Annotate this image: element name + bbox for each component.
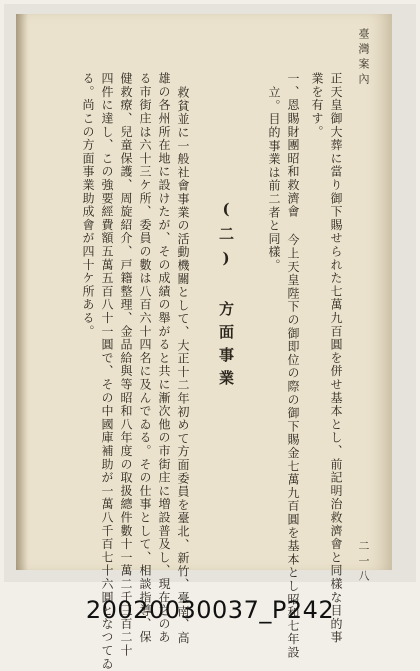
text-column-8: 健救療、兒童保護、周旋紹介、戸籍整理、金品給與等昭和八年度の取扱總件數十一萬二千三百二十: [119, 72, 133, 658]
section-heading: (二) 方面事業: [217, 200, 235, 393]
text-column-10: る。尚この方面事業助成會が四十ケ所ある。: [81, 72, 95, 338]
text-column-7: る市街庄は六十三ケ所、委員の數は八百六十四名に及んでゐる。その仕事として、相談指導、保: [138, 72, 152, 644]
text-column-1: 正天皇御大葬に當り御下賜せられた七萬九百圓を併せ基本とし、前記明治救濟會と同樣な目的事: [329, 72, 343, 644]
text-column-5: 救貧並に一般社會事業の活動機關として、大正十二年初めて方面委員を臺北、新竹、臺南、高: [176, 86, 190, 645]
text-column-2: 業を有す。: [310, 72, 324, 139]
text-column-3: 一、恩賜財團昭和救濟會 今上天皇陛下の御即位の際の御下賜金七萬九百圓を基本とし昭和七年設: [286, 72, 300, 660]
text-column-9: 四件に達し、この強要經費額五萬五百八十一圓で、その中國庫補助が一萬八千百七十六圓となつてゐ: [100, 72, 114, 671]
running-header-title: 臺灣案內: [357, 28, 370, 88]
text-column-4: 立。目的事業は前二者と同樣。: [267, 86, 281, 273]
image-caption: 20020030037_P242: [85, 596, 335, 624]
page-number: 二一八: [357, 540, 370, 585]
page-gutter-shadow: [16, 14, 28, 570]
text-column-6: 雄の各州所在地に設けたが、その成績の舉がると共に漸次他の市街庄に増設普及し、現在之のあ: [157, 72, 171, 644]
